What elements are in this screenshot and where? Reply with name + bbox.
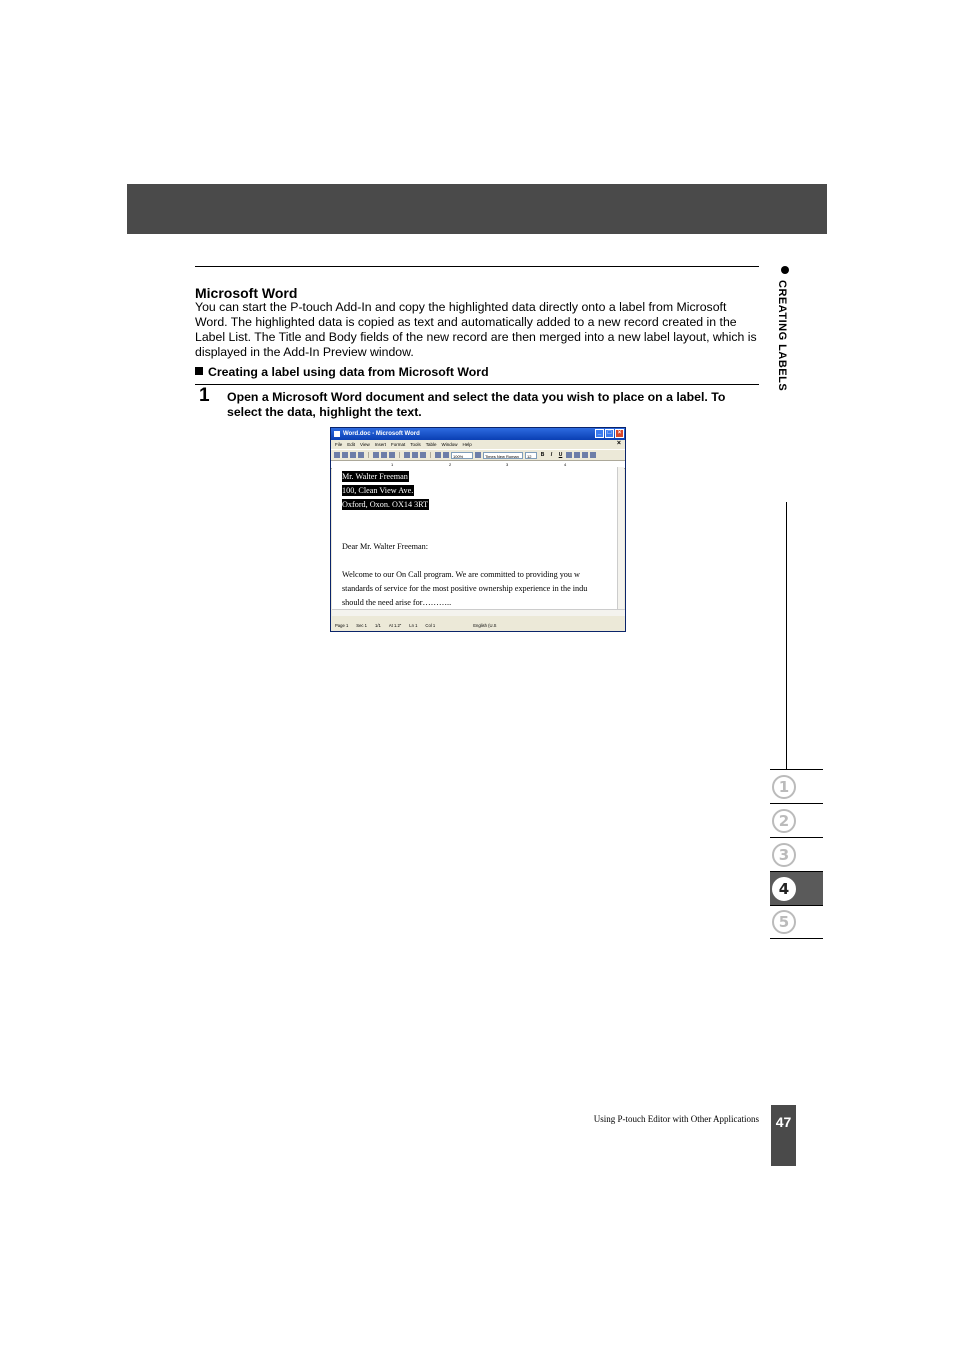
spelling-icon[interactable] <box>389 452 395 458</box>
redo-icon[interactable] <box>443 452 449 458</box>
intro-paragraph: You can start the P-touch Add-In and copy the highlighted data directly onto a label from Microsoft Word. The highlighted data is copied as text and automatically added to a new record created in the Label List. The Title and Body fields of the new record are then merged into a new label layout, which is displayed in the Add-In Preview window. <box>195 300 757 359</box>
top-rule <box>195 266 759 267</box>
vertical-scrollbar[interactable] <box>617 467 624 612</box>
status-line: Ln 1 <box>409 623 418 628</box>
underline-button[interactable]: U <box>558 451 563 458</box>
status-page: Page 1 <box>335 623 349 628</box>
toolbar-separator <box>430 452 431 458</box>
menu-help[interactable]: Help <box>462 442 472 447</box>
side-chapter-label: CREATING LABELS <box>776 280 788 392</box>
toolbar-separator <box>399 452 400 458</box>
side-bullet-icon <box>781 266 789 274</box>
chapter-number: 2 <box>772 809 796 833</box>
print-preview-icon[interactable] <box>381 452 387 458</box>
side-line <box>786 502 787 770</box>
toolbar-separator <box>368 452 369 458</box>
status-language: English (U.S <box>473 623 497 628</box>
menu-file[interactable]: File <box>335 442 343 447</box>
font-size-combo[interactable]: 12 <box>525 452 537 459</box>
ruler-mark: 4 <box>564 462 567 467</box>
body-line: standards of service for the most positive ownership experience in the indu <box>342 584 588 593</box>
paste-icon[interactable] <box>420 452 426 458</box>
salutation-line: Dear Mr. Walter Freeman: <box>342 542 429 551</box>
highlighted-line[interactable]: 100, Clean View Ave. <box>342 486 414 495</box>
menu-table[interactable]: Table <box>425 442 437 447</box>
word-document-area[interactable] <box>332 467 619 612</box>
square-bullet-icon <box>195 367 203 375</box>
menu-edit[interactable]: Edit <box>347 442 356 447</box>
chapter-number: 4 <box>772 877 796 901</box>
body-line: Welcome to our On Call program. We are committed to providing you w <box>342 570 580 579</box>
open-icon[interactable] <box>342 452 348 458</box>
status-col: Col 1 <box>425 623 436 628</box>
chapter-number: 3 <box>772 843 796 867</box>
word-menu-bar <box>331 440 625 449</box>
step-number: 1 <box>199 385 210 406</box>
new-icon[interactable] <box>334 452 340 458</box>
highlighted-line[interactable]: Oxford, Oxon. OX14 3RT <box>342 500 429 509</box>
footer-text: Using P-touch Editor with Other Applications <box>593 1114 759 1124</box>
maximize-icon[interactable]: □ <box>605 429 614 438</box>
copy-icon[interactable] <box>412 452 418 458</box>
ruler-mark: 2 <box>449 462 452 467</box>
chapter-tab-2[interactable] <box>770 803 823 837</box>
numbering-icon[interactable] <box>582 452 588 458</box>
permission-icon[interactable] <box>358 452 364 458</box>
word-title-bar <box>331 428 625 440</box>
word-status-bar <box>332 621 625 630</box>
doc-close-icon[interactable]: × <box>616 440 621 447</box>
status-at: At 1.2" <box>388 623 402 628</box>
minimize-icon[interactable]: _ <box>595 429 604 438</box>
word-toolbar <box>331 449 625 461</box>
align-center-icon[interactable] <box>574 452 580 458</box>
subheading <box>195 365 489 379</box>
chapter-tabs <box>770 769 823 939</box>
ruler-mark: 3 <box>506 462 509 467</box>
step-rule <box>195 384 759 385</box>
chapter-tab-1[interactable] <box>770 769 823 803</box>
ruler-mark: 1 <box>391 462 394 467</box>
chapter-number: 1 <box>772 775 796 799</box>
page-number: 47 <box>771 1105 796 1166</box>
chapter-tab-3[interactable] <box>770 837 823 871</box>
chapter-number: 5 <box>772 910 796 934</box>
save-icon[interactable] <box>350 452 356 458</box>
menu-insert[interactable]: Insert <box>374 442 386 447</box>
font-name-combo[interactable]: Times New Roman <box>483 452 523 459</box>
chapter-tab-5[interactable] <box>770 905 823 939</box>
word-title: Word.doc - Microsoft Word <box>343 431 420 437</box>
menu-view[interactable]: View <box>360 442 370 447</box>
close-icon[interactable]: × <box>615 429 624 438</box>
italic-button[interactable]: I <box>550 451 553 458</box>
subheading-text: Creating a label using data from Microsoft Word <box>208 365 489 379</box>
zoom-combo[interactable]: 100% <box>451 452 473 459</box>
help-icon[interactable] <box>475 452 481 458</box>
menu-window[interactable]: Window <box>441 442 458 447</box>
print-icon[interactable] <box>373 452 379 458</box>
highlighted-line[interactable]: Mr. Walter Freeman <box>342 472 408 481</box>
step-text: Open a Microsoft Word document and select the data you wish to place on a label. To select the data, highlight the text. <box>227 390 726 419</box>
cut-icon[interactable] <box>404 452 410 458</box>
status-pages: 1/1 <box>375 623 381 628</box>
status-section: Sec 1 <box>356 623 367 628</box>
menu-format[interactable]: Format <box>390 442 406 447</box>
word-app-icon <box>334 431 340 437</box>
word-screenshot <box>330 427 626 632</box>
section-title: Microsoft Word <box>195 285 298 301</box>
header-band <box>127 184 827 234</box>
horizontal-scrollbar[interactable] <box>332 609 625 616</box>
menu-tools[interactable]: Tools <box>410 442 421 447</box>
undo-icon[interactable] <box>435 452 441 458</box>
chapter-tab-4[interactable] <box>770 871 823 905</box>
body-line: should the need arise for……….. <box>342 598 452 607</box>
bullets-icon[interactable] <box>590 452 596 458</box>
align-left-icon[interactable] <box>566 452 572 458</box>
bold-button[interactable]: B <box>540 451 545 458</box>
